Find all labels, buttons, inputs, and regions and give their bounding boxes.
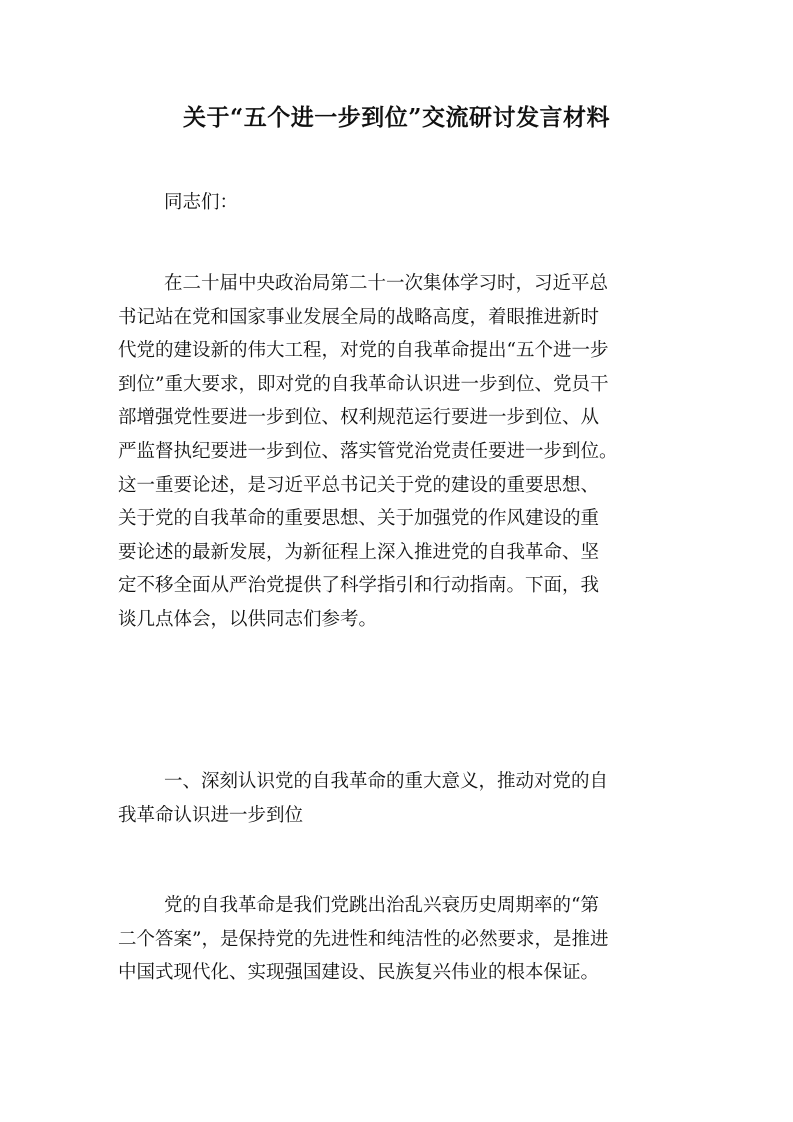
paragraph-line: 定不移全面从严治党提供了科学指引和行动指南。下面，我 bbox=[118, 575, 600, 597]
paragraph-line: 在二十届中央政治局第二十一次集体学习时，习近平总 bbox=[164, 273, 609, 294]
heading-line: 我革命认识进一步到位 bbox=[118, 804, 304, 826]
paragraph-line: 关于党的自我革命的重要思想、关于加强党的作风建设的重 bbox=[118, 508, 600, 530]
paragraph-line: 代党的建设新的伟大工程，对党的自我革命提出“五个进一步 bbox=[118, 340, 609, 362]
paragraph-line: 党的自我革命是我们党跳出治乱兴衰历史周期率的“第 bbox=[164, 895, 599, 916]
paragraph-intro bbox=[118, 267, 678, 637]
paragraph-line: 严监督执纪要进一步到位、落实管党治党责任要进一步到位。 bbox=[118, 440, 618, 462]
salutation-text: 同志们： bbox=[164, 192, 239, 213]
paragraph-line: 要论述的最新发展，为新征程上深入推进党的自我革命、坚 bbox=[118, 541, 600, 563]
heading-line: 一、深刻认识党的自我革命的重大意义，推动对党的自 bbox=[164, 771, 609, 792]
paragraph-line: 部增强党性要进一步到位、权利规范运行要进一步到位、从 bbox=[118, 407, 600, 429]
paragraph-line: 谈几点体会，以供同志们参考。 bbox=[118, 608, 378, 630]
salutation bbox=[118, 186, 678, 220]
paragraph-line: 中国式现代化、实现强国建设、民族复兴伟业的根本保证。 bbox=[118, 962, 600, 984]
paragraph-line: 二个答案”，是保持党的先进性和纯洁性的必然要求，是推进 bbox=[118, 928, 609, 950]
section-heading-1 bbox=[118, 765, 678, 832]
paragraph-line: 这一重要论述，是习近平总书记关于党的建设的重要思想、 bbox=[118, 474, 600, 496]
document-title: 关于“五个进一步到位”交流研讨发言材料 bbox=[183, 104, 610, 131]
paragraph-line: 书记站在党和国家事业发展全局的战略高度，着眼推进新时 bbox=[118, 306, 600, 328]
paragraph-section-1 bbox=[118, 889, 678, 990]
paragraph-line: 到位”重大要求，即对党的自我革命认识进一步到位、党员干 bbox=[118, 373, 609, 395]
